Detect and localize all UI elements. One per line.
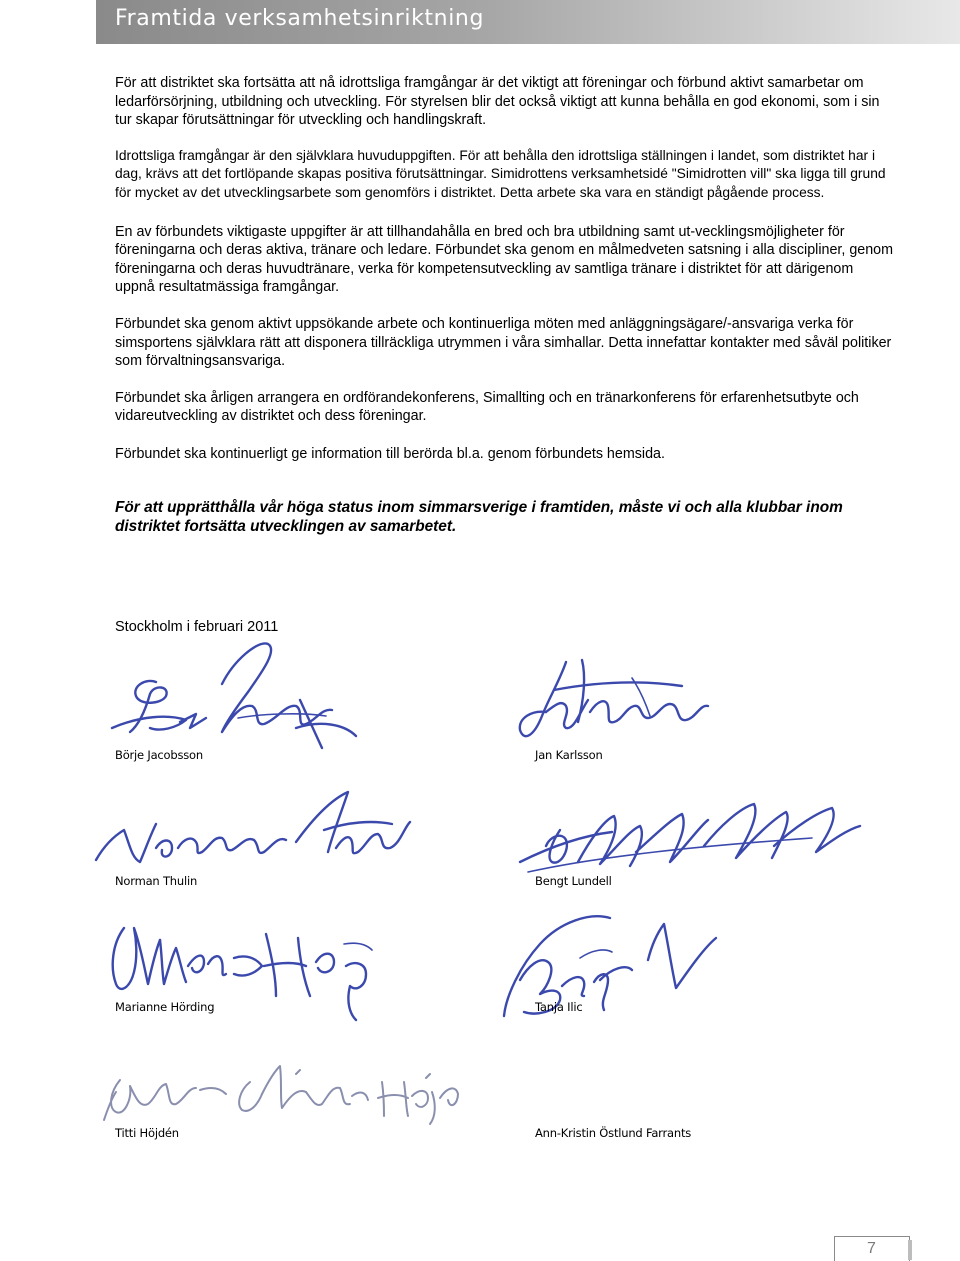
page-title: Framtida verksamhetsinriktning xyxy=(115,6,485,31)
page-number-shadow xyxy=(908,1240,912,1260)
signatory-name: Norman Thulin xyxy=(115,874,198,888)
paragraph-5: Förbundet ska årligen arrangera en ordförandekonferens, Simallting och en tränarkonferens för erfarenhetsutbyte och vidareutveckling av distriktet och dess föreningar. xyxy=(115,389,859,425)
paragraph-2: Idrottsliga framgångar är den självklara huvuduppgiften. För att behålla den idrottsliga ställningen i landet, som distriktet har i dag, krävs att det fortlöpande skapas positiva förutsättningar. Simidrottens verksamhetsidé "Simidrotten vill" ska ligga till grund för mycket av det utvecklingsarbete som genomförs i distriktet. Detta arbete ska vara en ständigt pågående process. xyxy=(115,147,886,200)
signatory-name: Bengt Lundell xyxy=(535,874,612,888)
paragraph-6: Förbundet ska kontinuerligt ge information till berörda bl.a. genom förbundets hemsida. xyxy=(115,445,665,462)
closing-statement: För att upprätthålla vår höga status inom simmarsverige i framtiden, måste vi och alla klubbar inom distriktet fortsätta utvecklingen av samarbetet. xyxy=(115,498,843,536)
signatory-name: Titti Höjdén xyxy=(115,1126,179,1140)
signature-bengt-lundell xyxy=(520,804,860,872)
paragraph-3: En av förbundets viktigaste uppgifter är att tillhandahålla en bred och bra utbildning samt ut-vecklingsmöjligheter för föreningarna och deras aktiva, tränare och ledare. Förbundet ska genom en målmedveten satsning i alla discipliner, genom föreningarna och deras huvudtränare, verka för kompetensutveckling av samtliga tränare i distriktet för att därigenom uppnå resultatmässiga framgångar. xyxy=(115,223,894,296)
signatory-name: Ann-Kristin Östlund Farrants xyxy=(535,1126,692,1140)
place-date: Stockholm i februari 2011 xyxy=(115,619,279,635)
signature-titti-hojden xyxy=(104,1066,458,1124)
page-number: 7 xyxy=(867,1240,876,1257)
paragraph-4: Förbundet ska genom aktivt uppsökande arbete och kontinuerliga möten med anläggningsägare/-ansvariga verka för simsportens självklara rätt att disponera tillräckliga utrymmen i våra simhallar. Detta innefattar kontakter med såväl politiker som förvaltningsansvariga. xyxy=(115,315,892,370)
signatory-name: Tanja Ilic xyxy=(535,1000,583,1014)
signatory-name: Börje Jacobsson xyxy=(115,748,203,762)
signatory-name: Jan Karlsson xyxy=(535,748,603,762)
signature-borje-jacobsson xyxy=(112,643,356,748)
paragraph-1: För att distriktet ska fortsätta att nå idrottsliga framgångar är det viktigt att föreningar och förbund aktivt samarbetar om ledarförsörjning, utbildning och utveckling. För styrelsen blir det också viktigt att kunna behålla en god ekonomi, som i sin tur skapar förutsättningar för utveckling och handlingskraft. xyxy=(115,75,880,129)
signatory-name: Marianne Hörding xyxy=(115,1000,215,1014)
signature-norman-thulin xyxy=(96,792,410,862)
signature-jan-karlsson xyxy=(520,660,708,736)
